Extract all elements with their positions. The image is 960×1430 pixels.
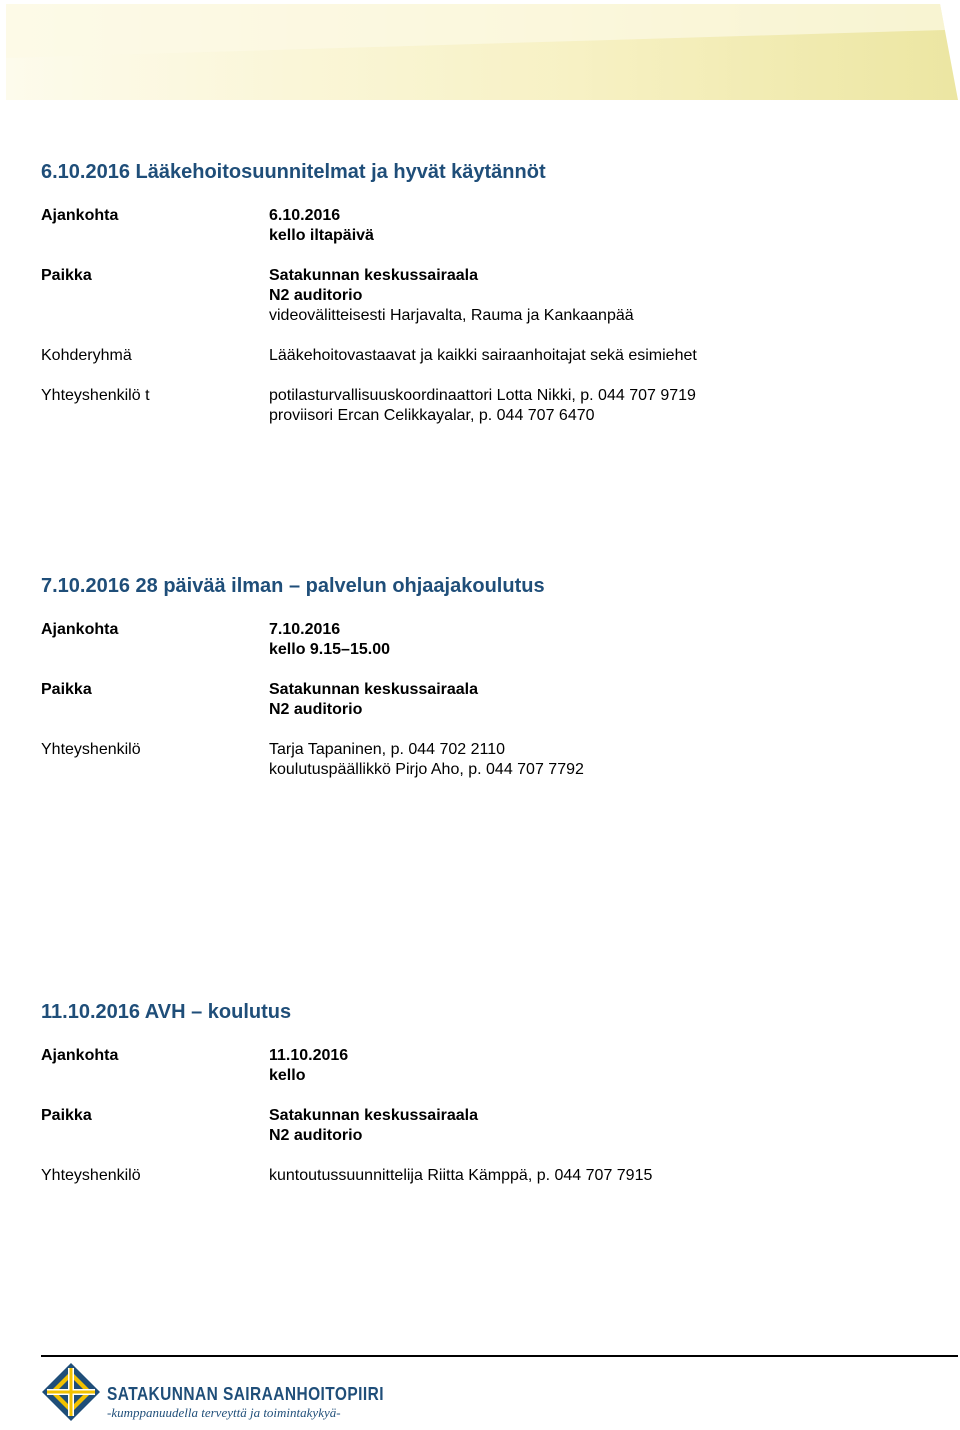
value-line: potilasturvallisuuskoordinaattori Lotta Nikki, p. 044 707 9719 — [269, 387, 696, 404]
value-line: 6.10.2016 — [269, 207, 341, 224]
row-label: Yhteyshenkilö — [41, 1167, 141, 1184]
event-row-yhteyshenkilo — [41, 1166, 921, 1186]
row-value — [269, 1166, 921, 1186]
row-label: Yhteyshenkilö t — [41, 387, 150, 404]
value-line: Tarja Tapaninen, p. 044 702 2110 — [269, 741, 506, 758]
row-value — [269, 620, 921, 660]
event-title: 11.10.2016 AVH – koulutus — [41, 1001, 292, 1023]
event-section-1 — [41, 160, 921, 426]
satakunta-hospital-district-logo-icon — [41, 1362, 101, 1422]
row-value — [269, 346, 921, 366]
footer-divider — [41, 1355, 958, 1357]
event-row-kohderyhma — [41, 346, 921, 366]
event-row-ajankohta — [41, 206, 921, 246]
value-line: Lääkehoitovastaavat ja kaikki sairaanhoitajat sekä esimiehet — [269, 347, 697, 364]
row-label: Kohderyhmä — [41, 347, 132, 364]
value-line: 7.10.2016 — [269, 621, 341, 638]
row-label: Ajankohta — [41, 207, 119, 224]
footer-organization-name: SATAKUNNAN SAIRAANHOITOPIIRI — [107, 1384, 384, 1404]
value-line: N2 auditorio — [269, 287, 363, 304]
value-line: Satakunnan keskussairaala — [269, 1107, 479, 1124]
footer-tagline: -kumppanuudella terveyttä ja toimintakykyä- — [107, 1405, 341, 1420]
row-label: Yhteyshenkilö — [41, 741, 141, 758]
row-label: Paikka — [41, 267, 92, 284]
row-value — [269, 1046, 921, 1086]
event-row-paikka — [41, 680, 921, 720]
value-line: N2 auditorio — [269, 701, 363, 718]
row-value — [269, 680, 921, 720]
value-line: kello iltapäivä — [269, 227, 374, 244]
row-value — [269, 1106, 921, 1146]
value-line: N2 auditorio — [269, 1127, 363, 1144]
event-row-ajankohta — [41, 620, 921, 660]
event-row-yhteyshenkilo — [41, 386, 921, 426]
row-label: Paikka — [41, 681, 92, 698]
value-line: kuntoutussuunnittelija Riitta Kämppä, p. 044 707 7915 — [269, 1167, 653, 1184]
row-label: Paikka — [41, 1107, 92, 1124]
row-value — [269, 740, 921, 780]
value-line: kello — [269, 1067, 306, 1084]
event-row-ajankohta — [41, 1046, 921, 1086]
value-line: koulutuspäällikkö Pirjo Aho, p. 044 707 7792 — [269, 761, 584, 778]
event-row-paikka — [41, 266, 921, 326]
row-value — [269, 206, 921, 246]
value-line: proviisori Ercan Celikkayalar, p. 044 707 6470 — [269, 407, 595, 424]
value-line: 11.10.2016 — [269, 1047, 349, 1064]
value-line: Satakunnan keskussairaala — [269, 267, 479, 284]
event-section-2 — [41, 574, 921, 780]
value-line: videovälitteisesti Harjavalta, Rauma ja Kankaanpää — [269, 307, 634, 324]
event-row-yhteyshenkilo — [41, 740, 921, 780]
row-label: Ajankohta — [41, 1047, 119, 1064]
event-section-3 — [41, 1000, 921, 1186]
decorative-top-band — [0, 0, 960, 100]
event-row-paikka — [41, 1106, 921, 1146]
event-title: 7.10.2016 28 päivää ilman – palvelun ohjaajakoulutus — [41, 575, 545, 597]
event-title: 6.10.2016 Lääkehoitosuunnitelmat ja hyvät käytännöt — [41, 161, 546, 183]
row-value — [269, 266, 921, 326]
row-value — [269, 386, 921, 426]
value-line: kello 9.15–15.00 — [269, 641, 390, 658]
value-line: Satakunnan keskussairaala — [269, 681, 479, 698]
row-label: Ajankohta — [41, 621, 119, 638]
